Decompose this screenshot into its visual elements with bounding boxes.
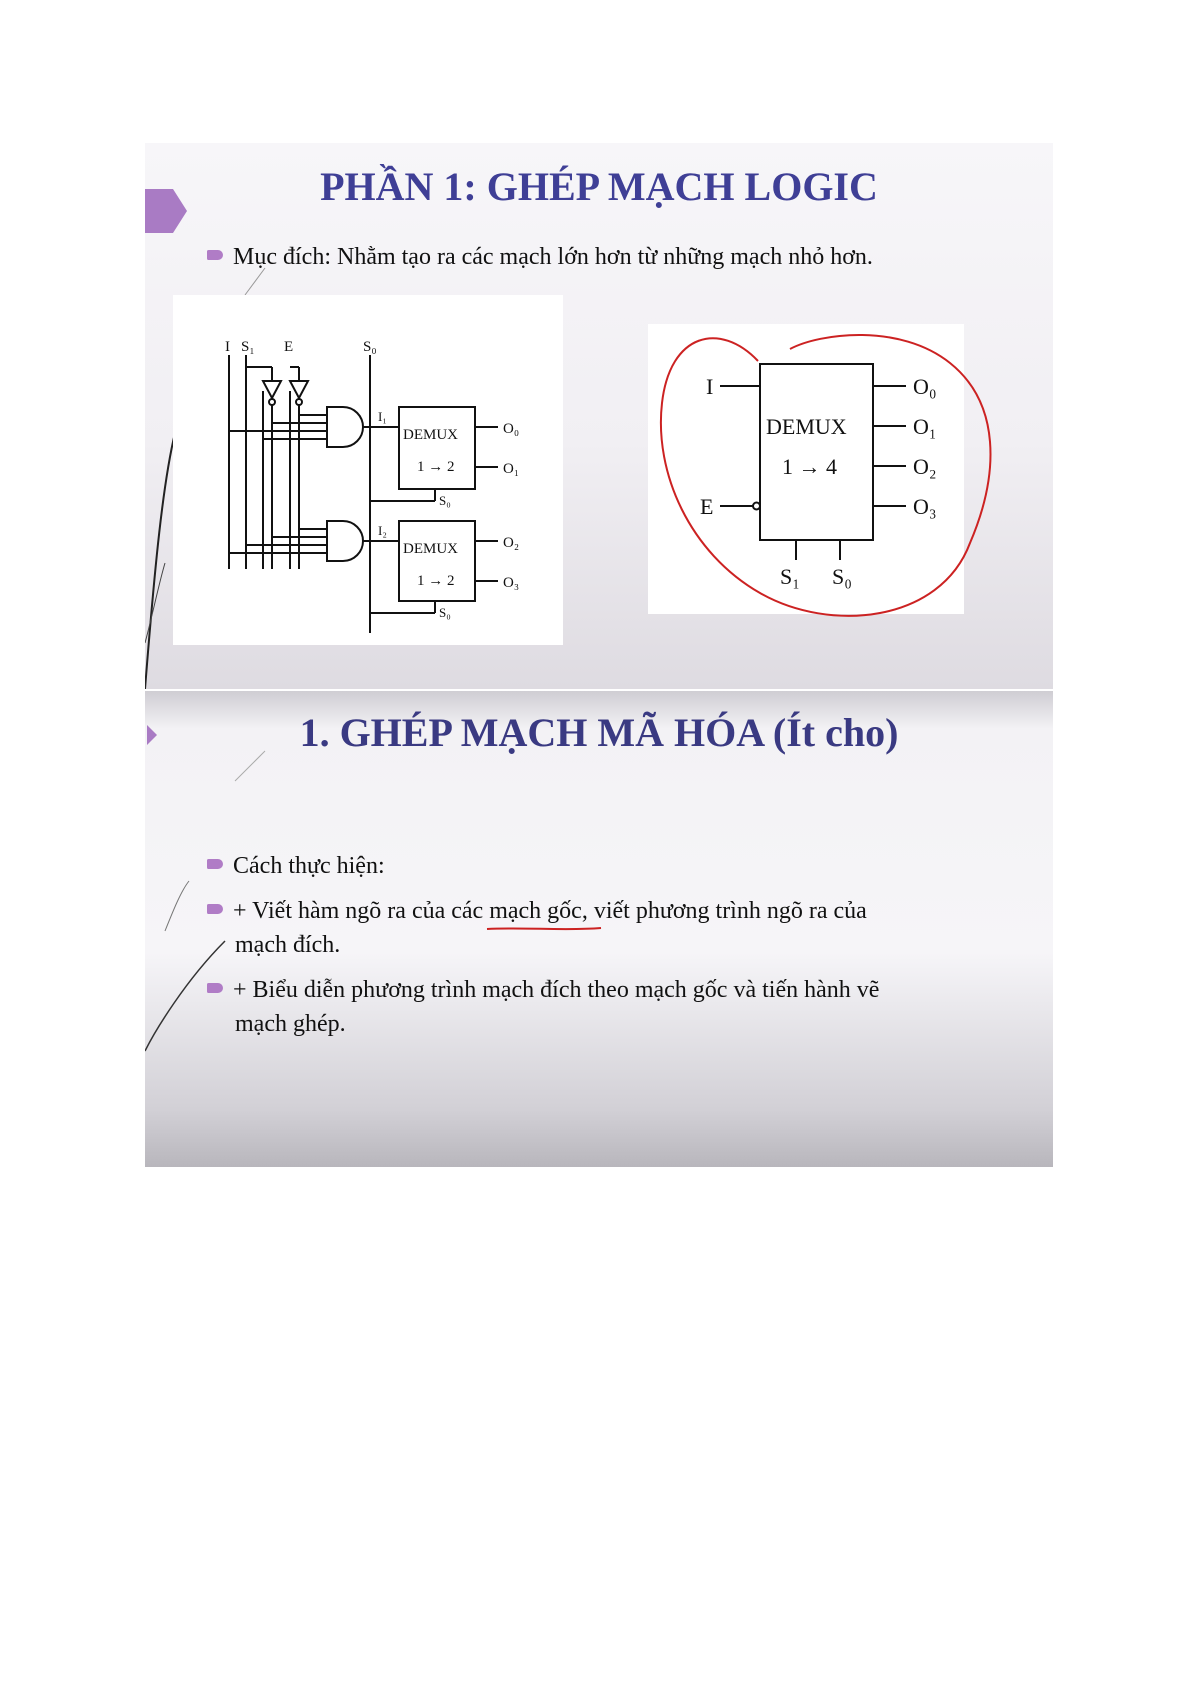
slide-2-title: 1. GHÉP MẠCH MÃ HÓA (Ít cho) [299, 710, 899, 755]
top-demux-out-0: O₀ [503, 421, 520, 437]
top-demux-ratio: 1 → 2 [417, 459, 455, 475]
demux4-out-1: O₁ [913, 414, 937, 439]
bullet-method: Cách thực hiện: [207, 849, 1037, 883]
red-circle-annotation [650, 323, 1050, 653]
demux4-select-s0: S₀ [832, 564, 852, 589]
bullet-step-1: + Viết hàm ngõ ra của các mạch gốc, viết phương trình ngõ ra của mạch đích. [207, 894, 1037, 962]
top-demux-out-1: O₁ [503, 461, 520, 477]
bottom-demux-out-0: O₂ [503, 535, 520, 551]
slide-1 [145, 143, 1053, 689]
bottom-demux-out-1: O₃ [503, 575, 520, 591]
demux4-select-s1: S₁ [780, 564, 800, 589]
demux4-name: DEMUX [766, 414, 847, 439]
cascaded-demux-diagram [173, 295, 563, 645]
bottom-demux-input-label: I₂ [378, 523, 387, 538]
bottom-demux-ratio: 1 → 2 [417, 573, 455, 589]
demux4-ratio: 1 → 4 [782, 454, 837, 479]
input-label-s1: S₁ [241, 339, 255, 355]
top-demux-name: DEMUX [403, 427, 458, 443]
input-label-e: E [284, 339, 294, 355]
bottom-demux-name: DEMUX [403, 541, 458, 557]
input-label-i: I [225, 339, 230, 355]
demux4-out-3: O₃ [913, 494, 937, 519]
demux4-input-i: I [706, 374, 714, 399]
top-demux-select-label: S₀ [439, 493, 451, 508]
bullet-arrow-icon [207, 904, 223, 914]
bullet-arrow-icon [207, 859, 223, 869]
red-underline-annotation [485, 925, 605, 933]
cascaded-demux-figure [173, 295, 563, 645]
purpose-bullet: Mục đích: Nhằm tạo ra các mạch lớn hơn từ những mạch nhỏ hơn. [207, 240, 873, 274]
slide-2 [145, 691, 1053, 1167]
slide-1-title: PHẦN 1: GHÉP MẠCH LOGIC [320, 164, 878, 209]
input-label-s0: S₀ [363, 339, 377, 355]
bottom-demux-select-label: S₀ [439, 605, 451, 620]
bullet-step-2: + Biểu diễn phương trình mạch đích theo mạch gốc và tiến hành vẽ mạch ghép. [207, 973, 1037, 1041]
demux4-out-2: O₂ [913, 454, 937, 479]
top-demux-input-label: I₁ [378, 409, 387, 424]
bullet-arrow-icon [207, 250, 223, 260]
bullet-arrow-icon [207, 983, 223, 993]
demux4-input-e: E [700, 494, 714, 519]
demux4-out-0: O₀ [913, 374, 937, 399]
